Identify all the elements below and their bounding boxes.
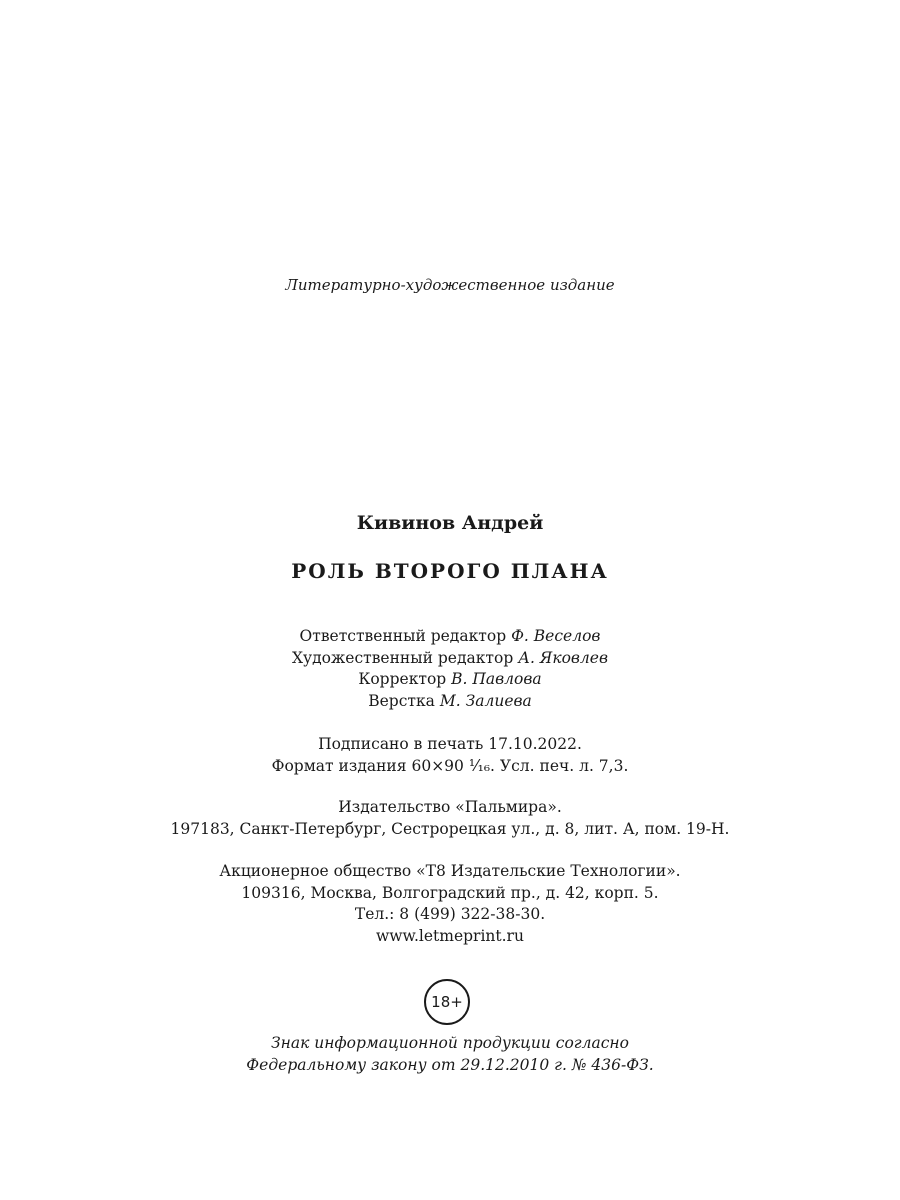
author-name: Кивинов Андрей bbox=[356, 512, 544, 534]
book-title: РОЛЬ ВТОРОГО ПЛАНА bbox=[291, 559, 609, 583]
law-note-line: Федеральному закону от 29.12.2010 г. № 436-ФЗ. bbox=[246, 1055, 654, 1074]
printer-address: 109316, Москва, Волгоградский пр., д. 42, корп. 5. bbox=[241, 883, 659, 902]
credit-person: Ф. Веселов bbox=[511, 627, 601, 645]
publisher-name: Издательство «Пальмира». bbox=[338, 798, 562, 816]
signed-date: Подписано в печать 17.10.2022. bbox=[318, 735, 582, 753]
print-format: Формат издания 60×90 ¹⁄₁₆. Усл. печ. л. 7,3. bbox=[271, 756, 629, 775]
law-note-line: Знак информационной продукции согласно bbox=[271, 1034, 629, 1052]
credit-person: В. Павлова bbox=[451, 670, 542, 688]
credit-role: Верстка bbox=[368, 691, 435, 710]
printer-block bbox=[0, 861, 900, 947]
credit-line bbox=[0, 626, 900, 648]
printer-phone: Тел.: 8 (499) 322-38-30. bbox=[354, 905, 546, 923]
edition-type: Литературно-художественное издание bbox=[285, 276, 615, 294]
printer-website: www.letmeprint.ru bbox=[376, 926, 524, 945]
printer-name: Акционерное общество «Т8 Издательские Технологии». bbox=[219, 862, 681, 880]
publisher-block bbox=[0, 797, 900, 840]
credit-role: Художественный редактор bbox=[291, 648, 514, 667]
credit-person: А. Яковлев bbox=[518, 648, 608, 667]
credit-role: Ответственный редактор bbox=[299, 627, 507, 645]
age-rating-badge: 18+ bbox=[424, 979, 470, 1025]
print-info-block bbox=[0, 734, 900, 777]
credit-person: М. Залиева bbox=[439, 691, 532, 710]
publisher-address: 197183, Санкт-Петербург, Сестрорецкая ул., д. 8, лит. А, пом. 19-Н. bbox=[170, 819, 730, 838]
credit-line bbox=[0, 669, 900, 691]
credit-line bbox=[0, 648, 900, 670]
credit-role: Корректор bbox=[358, 670, 447, 688]
law-note bbox=[0, 1033, 900, 1076]
credit-line bbox=[0, 691, 900, 713]
credits-block bbox=[0, 626, 900, 712]
